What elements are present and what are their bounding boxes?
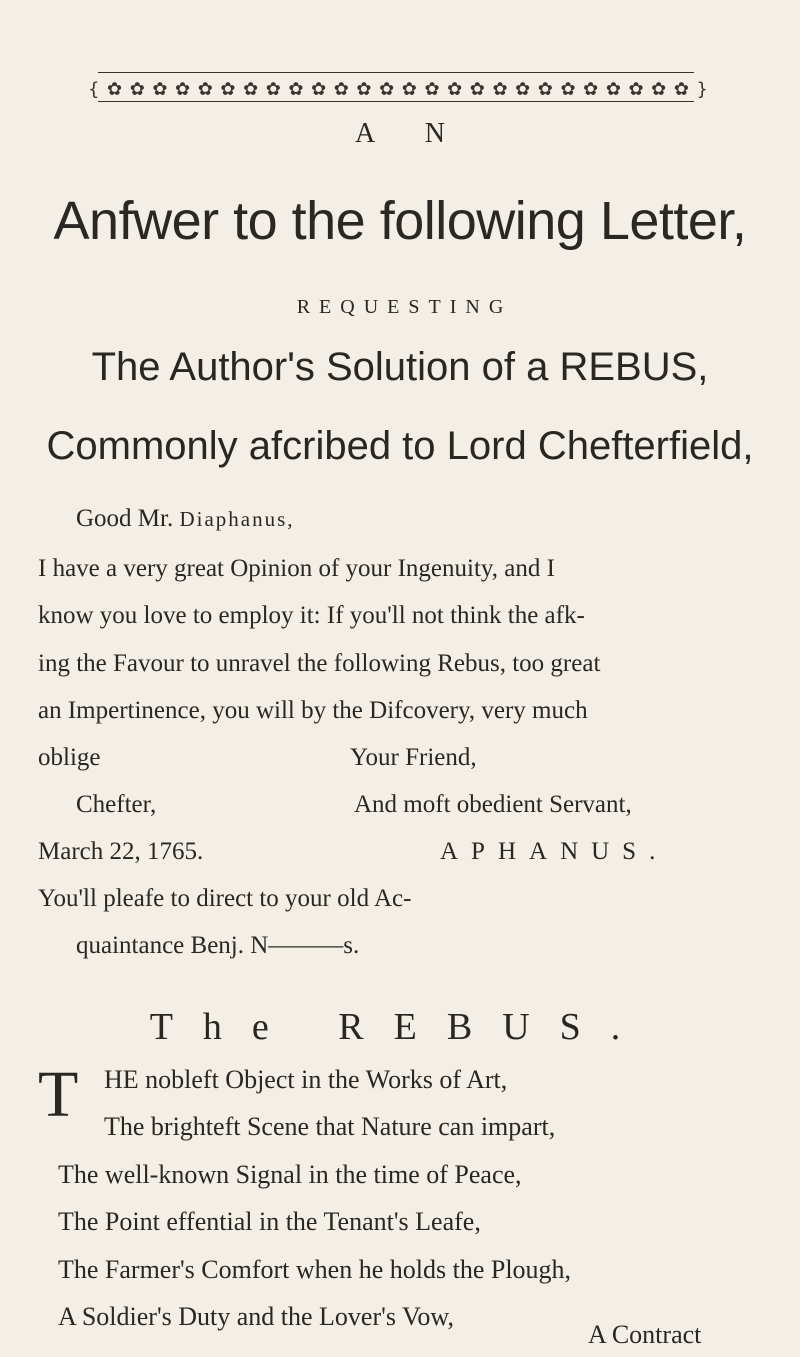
decorative-ornament-band [88, 68, 708, 108]
ornament-right-cap: } [696, 78, 708, 100]
ornament-flower-icon: ✿ [424, 78, 440, 100]
postscript-line-1: You'll pleafe to direct to your old Ac- [38, 885, 412, 912]
ornament-flower-icon: ✿ [401, 78, 417, 100]
heading-requesting: REQUESTING [296, 296, 513, 318]
letter-body-line: an Impertinence, you will by the Difcovery, very much [38, 697, 588, 724]
subtitle-line-1: The Author's Solution of a REBUS, [91, 345, 709, 389]
closing-right-2: And moft obedient Servant, [354, 791, 632, 818]
salutation-name: Diaphanus, [179, 507, 295, 531]
drop-capital: T [38, 1058, 79, 1131]
letter-date: March 22, 1765. [38, 838, 204, 865]
ornament-flower-icon: ✿ [107, 78, 123, 100]
ornament-flower-icon: ✿ [220, 78, 236, 100]
ornament-flower-icon: ✿ [243, 78, 259, 100]
ornament-flower-icon: ✿ [651, 78, 667, 100]
ornament-top-rule [98, 72, 694, 73]
closing-right-1: Your Friend, [350, 744, 477, 771]
closing-left-2: Chefter, [76, 791, 157, 818]
ornament-flower-icon: ✿ [265, 78, 281, 100]
postscript-line-2: quaintance Benj. N———s. [76, 932, 360, 959]
ornament-left-cap: { [88, 78, 100, 100]
ornament-flower-icon: ✿ [311, 78, 327, 100]
ornament-row [88, 77, 708, 101]
ornament-flower-icon: ✿ [492, 78, 508, 100]
salutation-prefix: Good Mr. [76, 505, 180, 532]
subtitle-line-2: Commonly afcribed to Lord Chefterfield, [46, 424, 754, 468]
letter-body-line: know you love to employ it: If you'll not think the afk- [38, 602, 585, 629]
poem-line-1: HE nobleft Object in the Works of Art, [104, 1065, 508, 1094]
heading-an: A N [355, 118, 467, 149]
poem-line-6: A Soldier's Duty and the Lover's Vow, [58, 1302, 454, 1331]
ornament-flower-icon: ✿ [628, 78, 644, 100]
page-title: Anfwer to the following Letter, [53, 191, 747, 251]
ornament-flower-icon: ✿ [673, 78, 689, 100]
ornament-flower-icon: ✿ [560, 78, 576, 100]
ornament-flower-icon: ✿ [175, 78, 191, 100]
poem-line-2: The brighteft Scene that Nature can impart, [104, 1112, 556, 1141]
ornament-flower-icon: ✿ [152, 78, 168, 100]
poem-line-3: The well-known Signal in the time of Peace, [58, 1160, 522, 1189]
letter-signature: APHANUS. [440, 838, 669, 865]
letter-body-line: ing the Favour to unravel the following Rebus, too great [38, 650, 601, 677]
ornament-bottom-rule [98, 101, 694, 102]
ornament-flower-icon: ✿ [515, 78, 531, 100]
closing-left-1: oblige [38, 744, 101, 771]
ornament-flower-icon: ✿ [333, 78, 349, 100]
ornament-flower-icon: ✿ [379, 78, 395, 100]
catchword: A Contract [588, 1320, 702, 1349]
rebus-title: The REBUS. [149, 1006, 651, 1048]
ornament-flower-icon: ✿ [447, 78, 463, 100]
ornament-flower-icon: ✿ [197, 78, 213, 100]
ornament-flower-icon: ✿ [288, 78, 304, 100]
ornament-flower-icon: ✿ [583, 78, 599, 100]
ornament-flower-icon: ✿ [605, 78, 621, 100]
poem-line-5: The Farmer's Comfort when he holds the Plough, [58, 1255, 572, 1284]
ornament-flower-icon: ✿ [356, 78, 372, 100]
poem-line-4: The Point effential in the Tenant's Leafe, [58, 1207, 481, 1236]
letter-salutation [76, 505, 295, 533]
ornament-flower-icon: ✿ [469, 78, 485, 100]
ornament-flower-icon: ✿ [129, 78, 145, 100]
letter-body-line: I have a very great Opinion of your Ingenuity, and I [38, 555, 555, 582]
ornament-flower-icon: ✿ [537, 78, 553, 100]
